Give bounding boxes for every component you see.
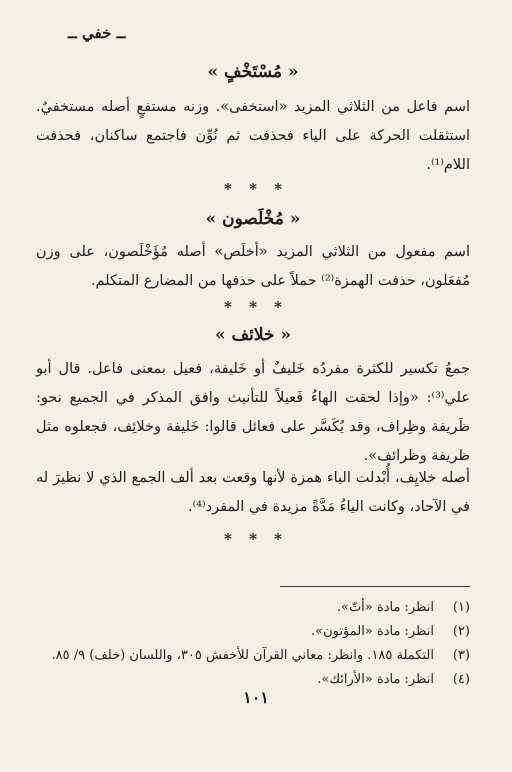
footnote-number: (٢) [452,624,470,639]
entry-paragraph: اسم فاعل من الثلاثي المزيد «استخفى». وزنه مستفعٍ أصله مستخفيٌ. استثقلت الحركة على الياء فحذفت ثم نُوِّن فاجتمع ساكنان، فحذفت اللام⁽¹⁾. [36,99,470,173]
section-separator: * * * [224,530,288,548]
footnote-text: انظر: مادة «الأرائك». [317,672,434,687]
entry-paragraph: جمعُ تكسير للكثرة مفردُه خَليفٌ أو خَليفة، فعيل بمعنى فاعل. قال أبو علي⁽³⁾: «وإذا لحقت الهاءُ فَعيلاً للتأنيث وافق المذكر في الجميع نحو: ظَريفة وظِراف، وقد يُكَسَّر على فعائل قالوا: خَليفة وخلائِف، فجعلوه مثل ظريفة وظرائف». [36,361,470,464]
entry-heading: « مُخْلَصون » [205,209,301,229]
footnote-text: انظر: مادة «أتّ». [336,600,434,615]
entry-mukhlasun [36,209,470,229]
footnote-number: (٤) [452,672,470,687]
entry-paragraph: اسم مفعول من الثلاثي المزيد «أخلَص» أصله مُؤَخْلَصون، على وزن مُفعَلون، حذفت الهمزة⁽²⁾ حملاً على حذفها من المضارع المتكلم. [36,244,470,289]
entry-heading: « خلائف » [214,325,292,345]
section-separator: * * * [224,298,288,316]
entry-mustakhfin [36,62,470,82]
footnote-text: انظر: مادة «المؤتون». [311,624,434,639]
entry-khalaif [36,325,470,345]
entry-body [36,355,470,471]
footnote [36,644,470,668]
footnote-number: (١) [452,600,470,615]
footnotes [36,596,470,692]
footnote-text: التكملة ١٨٥. وانظر: معاني القرآن للأخفش ٣٠٥، واللسان (خلف) ٩/ ٨٥. [51,648,434,663]
footnote-rule [280,586,470,587]
footnote [36,620,470,644]
entry-body [36,93,470,180]
page-number: ١٠١ [243,688,269,707]
entry-body [36,464,470,522]
footnote-number: (٣) [452,648,470,663]
footnote [36,596,470,620]
running-head: ــ خفي ــ [68,24,126,42]
section-separator: * * * [224,180,288,198]
entry-paragraph: أصله خلايِف، أُبْدلت الياء همزة لأنها وقعت بعد ألف الجمع الذي لا نظيرَ له في الآحاد، وكانت الياءُ مَدَّةً مزيدة في المفرد⁽⁴⁾. [36,470,470,515]
entry-body [36,238,470,296]
entry-heading: « مُسْتَخْفٍ » [207,62,299,82]
